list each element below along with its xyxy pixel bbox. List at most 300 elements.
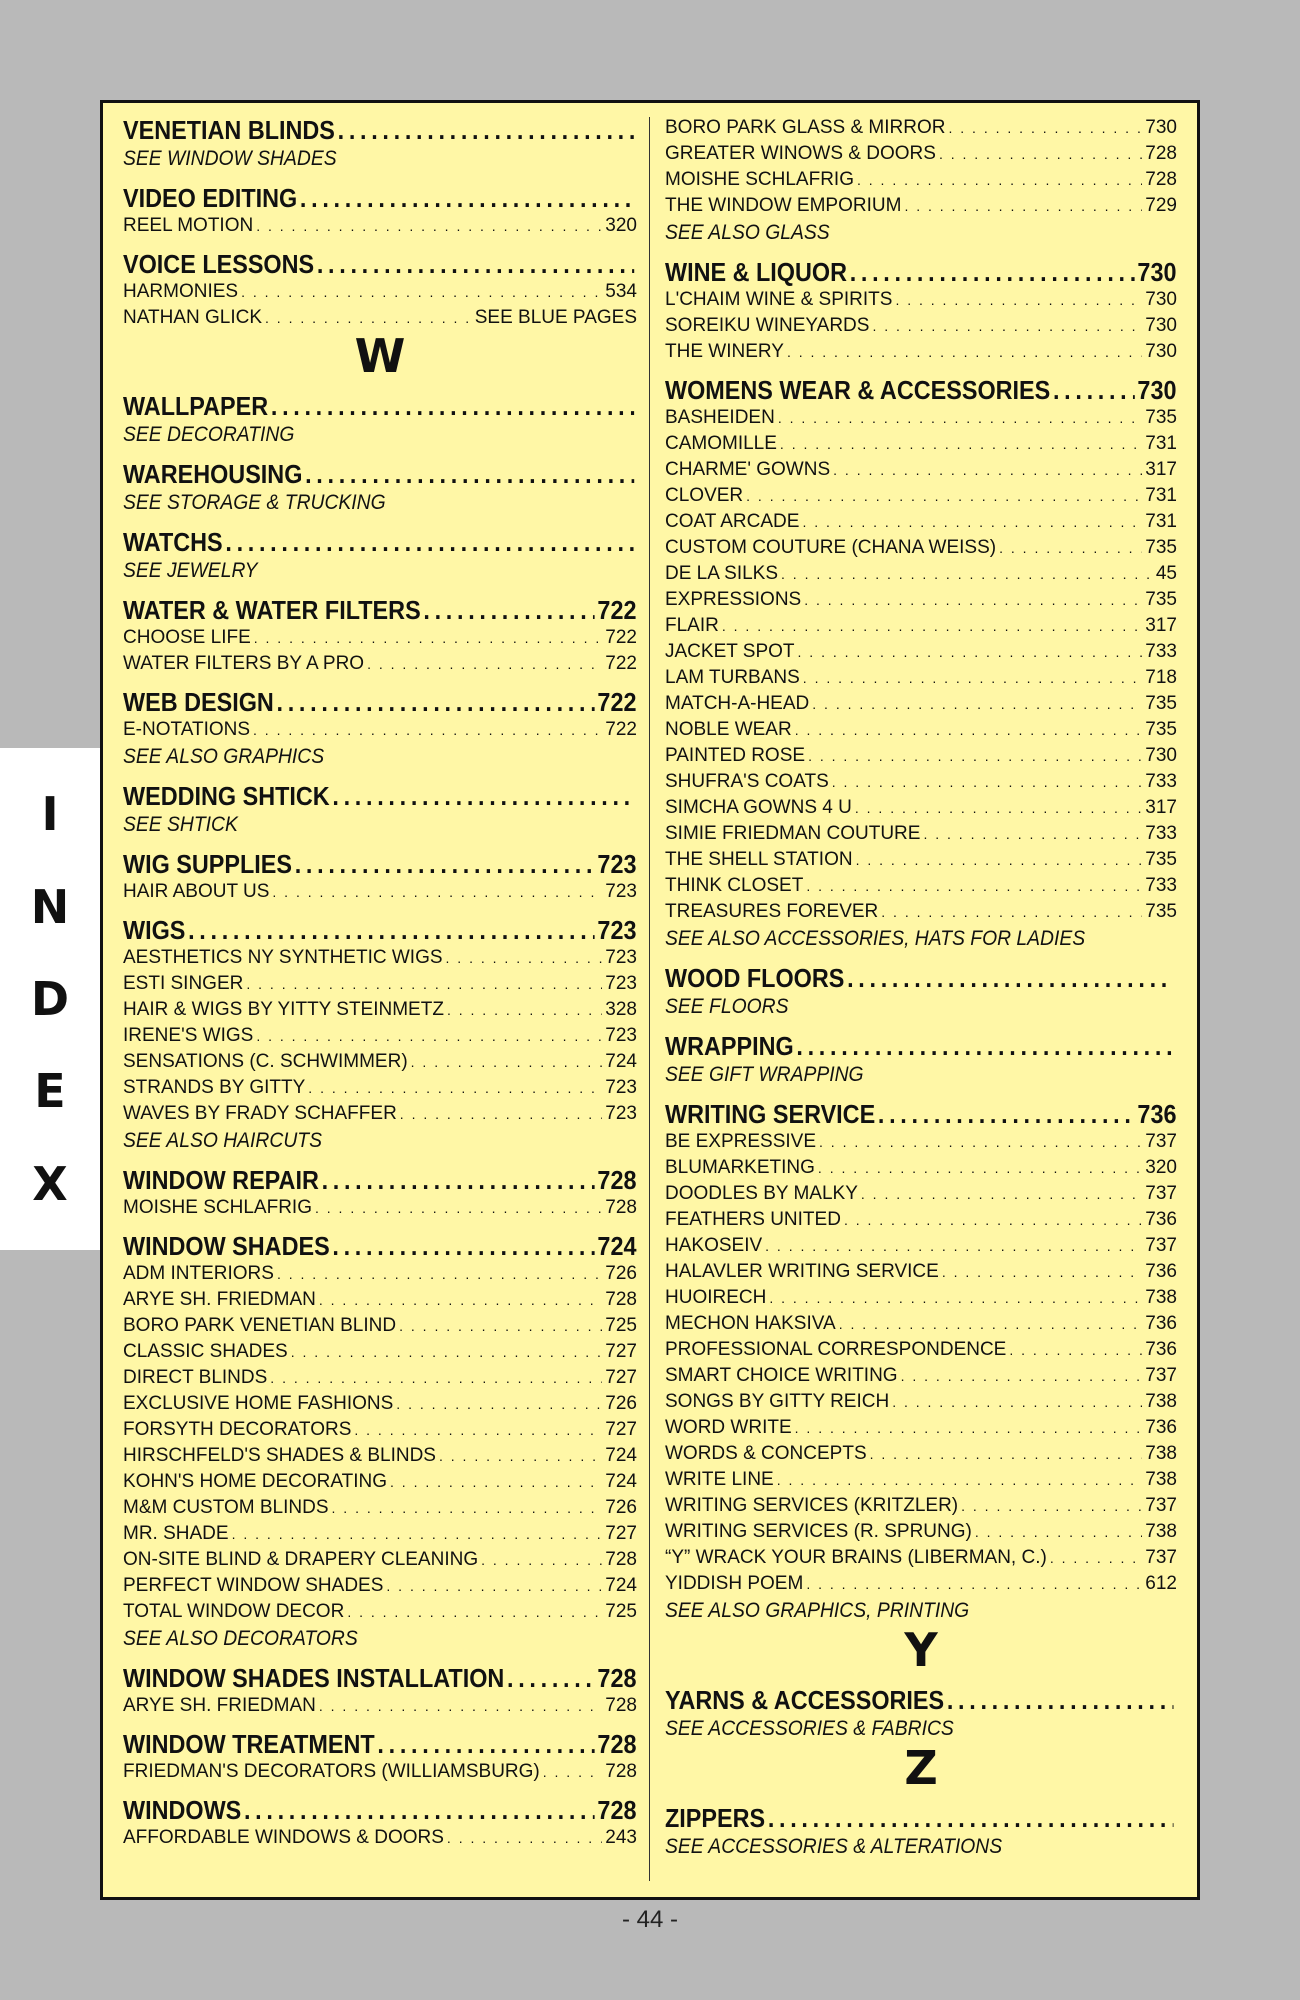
category-heading xyxy=(665,375,1176,405)
dot-leader xyxy=(802,509,1142,535)
listing-name: BORO PARK GLASS & MIRROR xyxy=(665,117,946,138)
listing-page: 723 xyxy=(605,1025,637,1046)
dot-leader xyxy=(377,1729,594,1759)
listing-name: TOTAL WINDOW DECOR xyxy=(123,1601,345,1622)
see-reference: SEE ALSO DECORATORS xyxy=(123,1627,358,1650)
dot-leader xyxy=(305,459,634,489)
listing-page: 727 xyxy=(605,1419,637,1440)
listing-row xyxy=(123,1023,637,1049)
dot-leader xyxy=(768,1803,1174,1833)
listing-row xyxy=(665,743,1177,769)
listing-row xyxy=(665,587,1177,613)
dot-leader xyxy=(892,1389,1142,1415)
dot-leader xyxy=(923,821,1142,847)
listing-name: AFFORDABLE WINDOWS & DOORS xyxy=(123,1827,444,1848)
listing-row xyxy=(123,1693,637,1719)
listing-page: 723 xyxy=(605,973,637,994)
listing-page: 723 xyxy=(605,1077,637,1098)
listing-page: 243 xyxy=(605,1827,637,1848)
right-column xyxy=(665,115,1177,1889)
see-reference: SEE JEWELRY xyxy=(123,559,258,582)
category-page: 723 xyxy=(597,849,637,879)
category-label: WALLPAPER xyxy=(123,391,269,421)
listing-name: GREATER WINOWS & DOORS xyxy=(665,143,936,164)
listing-page: 726 xyxy=(605,1263,637,1284)
dot-leader xyxy=(322,1165,595,1195)
category-label: WIG SUPPLIES xyxy=(123,849,293,879)
listing-row xyxy=(123,1049,637,1075)
dot-leader xyxy=(400,1101,603,1127)
listing-page: 722 xyxy=(605,719,637,740)
category-page: 722 xyxy=(597,687,637,717)
see-reference: SEE FLOORS xyxy=(665,995,789,1018)
listing-page: 731 xyxy=(1145,433,1177,454)
category-page: 728 xyxy=(597,1165,637,1195)
dot-leader xyxy=(315,1195,602,1221)
listing-name: ADM INTERIORS xyxy=(123,1263,274,1284)
listing-row xyxy=(123,1287,637,1313)
category-label: WATCHS xyxy=(123,527,223,557)
category-label: WINDOW SHADES xyxy=(123,1231,330,1261)
see-reference: SEE WINDOW SHADES xyxy=(123,147,337,170)
dot-leader xyxy=(850,257,1135,287)
category-page: 730 xyxy=(1137,375,1177,405)
listing-page: 728 xyxy=(605,1197,637,1218)
listing-page: 722 xyxy=(605,627,637,648)
listing-row xyxy=(665,717,1177,743)
category-label: WOMENS WEAR & ACCESSORIES xyxy=(665,375,1051,405)
dot-leader xyxy=(781,561,1153,587)
listing-row xyxy=(665,457,1177,483)
listing-name: WATER FILTERS BY A PRO xyxy=(123,653,365,674)
category-heading xyxy=(665,257,1176,287)
dot-leader xyxy=(543,1759,603,1785)
dot-leader xyxy=(1050,1545,1142,1571)
listing-page: 737 xyxy=(1145,1365,1177,1386)
dot-leader xyxy=(861,1181,1142,1207)
listing-name: PAINTED ROSE xyxy=(665,745,806,766)
listing-name: CLASSIC SHADES xyxy=(123,1341,288,1362)
listing-page: 727 xyxy=(605,1341,637,1362)
category-label: YARNS & ACCESSORIES xyxy=(665,1685,945,1715)
listing-name: ARYE SH. FRIEDMAN xyxy=(123,1289,316,1310)
listing-row xyxy=(123,997,637,1023)
listing-name: PERFECT WINDOW SHADES xyxy=(123,1575,384,1596)
dot-leader xyxy=(319,1693,602,1719)
listing-name: DOODLES BY MALKY xyxy=(665,1183,858,1204)
listing-row xyxy=(665,899,1177,925)
dot-leader xyxy=(481,1547,602,1573)
listing-name: BLUMARKETING xyxy=(665,1157,815,1178)
listing-name: BE EXPRESSIVE xyxy=(665,1131,817,1152)
listing-page: 724 xyxy=(605,1445,637,1466)
listing-row xyxy=(123,1391,637,1417)
listing-page: 725 xyxy=(605,1601,637,1622)
listing-page: 735 xyxy=(1145,849,1177,870)
listing-row xyxy=(123,1261,637,1287)
category-label: WATER & WATER FILTERS xyxy=(123,595,421,625)
index-tab-letter: E xyxy=(34,1064,66,1119)
listing-page: 727 xyxy=(605,1523,637,1544)
dot-leader xyxy=(277,1261,602,1287)
listing-page: 728 xyxy=(1145,143,1177,164)
listing-name: HIRSCHFELD'S SHADES & BLINDS xyxy=(123,1445,436,1466)
listing-row xyxy=(665,1181,1177,1207)
dot-leader xyxy=(399,1313,602,1339)
dot-leader xyxy=(847,963,1174,993)
listing-name: PROFESSIONAL CORRESPONDENCE xyxy=(665,1339,1007,1360)
listing-name: MOISHE SCHLAFRIG xyxy=(665,169,854,190)
listing-name: E-NOTATIONS xyxy=(123,719,251,740)
listing-page: 730 xyxy=(1145,315,1177,336)
dot-leader xyxy=(265,305,472,331)
category-heading xyxy=(665,963,1176,993)
listing-page: 738 xyxy=(1145,1443,1177,1464)
listing-page: 733 xyxy=(1145,823,1177,844)
listing-page: 731 xyxy=(1145,485,1177,506)
see-reference: SEE SHTICK xyxy=(123,813,238,836)
dot-leader xyxy=(765,1233,1142,1259)
listing-name: SOREIKU WINEYARDS xyxy=(665,315,870,336)
listing-row xyxy=(123,625,637,651)
listing-row xyxy=(123,213,637,239)
listing-row xyxy=(665,483,1177,509)
listing-name: THE SHELL STATION xyxy=(665,849,853,870)
listing-name: THE WINERY xyxy=(665,341,784,362)
listing-name: SIMCHA GOWNS 4 U xyxy=(665,797,852,818)
listing-name: CUSTOM COUTURE (CHANA WEISS) xyxy=(665,537,997,558)
category-heading xyxy=(123,459,636,489)
dot-leader xyxy=(232,1521,603,1547)
listing-row xyxy=(123,1469,637,1495)
category-heading xyxy=(665,1803,1176,1833)
category-page: 728 xyxy=(597,1663,637,1693)
dot-leader xyxy=(256,1023,602,1049)
listing-page: 736 xyxy=(1145,1209,1177,1230)
see-reference: SEE DECORATING xyxy=(123,423,295,446)
listing-name: SHUFRA'S COATS xyxy=(665,771,829,792)
index-tab-letter: I xyxy=(41,787,59,842)
listing-name: BASHEIDEN xyxy=(665,407,775,428)
listing-name: COAT ARCADE xyxy=(665,511,800,532)
listing-row xyxy=(123,1195,637,1221)
listing-row xyxy=(123,1547,637,1573)
listing-page: 730 xyxy=(1145,117,1177,138)
listing-name: HUOIRECH xyxy=(665,1287,767,1308)
dot-leader xyxy=(798,639,1143,665)
category-label: WINDOW REPAIR xyxy=(123,1165,319,1195)
listing-row xyxy=(665,535,1177,561)
listing-row xyxy=(123,1443,637,1469)
listing-name: FLAIR xyxy=(665,615,719,636)
listing-row xyxy=(123,1313,637,1339)
dot-leader xyxy=(939,141,1142,167)
dot-leader xyxy=(270,1365,602,1391)
listing-row xyxy=(123,879,637,905)
dot-leader xyxy=(277,687,595,717)
category-page: 728 xyxy=(597,1729,637,1759)
category-page: 728 xyxy=(597,1795,637,1825)
listing-row xyxy=(665,1285,1177,1311)
dot-leader xyxy=(447,997,602,1023)
category-heading xyxy=(123,527,636,557)
listing-name: AESTHETICS NY SYNTHETIC WIGS xyxy=(123,947,443,968)
listing-name: THINK CLOSET xyxy=(665,875,804,896)
listing-row xyxy=(665,1259,1177,1285)
see-reference: SEE GIFT WRAPPING xyxy=(665,1063,864,1086)
listing-name: SIMIE FRIEDMAN COUTURE xyxy=(665,823,921,844)
listing-page: 724 xyxy=(605,1575,637,1596)
listing-row xyxy=(665,287,1177,313)
listing-name: DIRECT BLINDS xyxy=(123,1367,268,1388)
category-heading xyxy=(123,781,636,811)
category-heading xyxy=(123,1165,636,1195)
listing-row xyxy=(123,1339,637,1365)
dot-leader xyxy=(332,1495,603,1521)
listing-page: 718 xyxy=(1145,667,1177,688)
listing-name: DE LA SILKS xyxy=(665,563,779,584)
category-heading xyxy=(123,1663,636,1693)
listing-name: JACKET SPOT xyxy=(665,641,795,662)
listing-name: SENSATIONS (C. SCHWIMMER) xyxy=(123,1051,408,1072)
dot-leader xyxy=(999,535,1142,561)
listing-row xyxy=(665,769,1177,795)
dot-leader xyxy=(446,945,603,971)
dot-leader xyxy=(354,1417,602,1443)
listing-page: 726 xyxy=(605,1497,637,1518)
listing-name: M&M CUSTOM BLINDS xyxy=(123,1497,329,1518)
category-heading xyxy=(665,1031,1176,1061)
category-label: WEB DESIGN xyxy=(123,687,274,717)
dot-leader xyxy=(390,1469,602,1495)
listing-row xyxy=(123,945,637,971)
listing-row xyxy=(665,795,1177,821)
index-tab-letter: N xyxy=(30,879,70,934)
listing-page: 723 xyxy=(605,1103,637,1124)
listing-row xyxy=(665,1519,1177,1545)
see-reference: SEE ALSO GRAPHICS xyxy=(123,745,325,768)
listing-row xyxy=(123,651,637,677)
listing-name: MATCH-A-HEAD xyxy=(665,693,810,714)
listing-name: HARMONIES xyxy=(123,281,239,302)
listing-page: 320 xyxy=(1145,1157,1177,1178)
listing-page: 534 xyxy=(605,281,637,302)
dot-leader xyxy=(253,717,602,743)
listing-page: 320 xyxy=(605,215,637,236)
category-heading xyxy=(123,115,636,145)
see-reference: SEE ACCESSORIES & FABRICS xyxy=(665,1717,954,1740)
dot-leader xyxy=(244,1795,595,1825)
listing-row xyxy=(665,1415,1177,1441)
listing-page: 735 xyxy=(1145,537,1177,558)
listing-row xyxy=(665,847,1177,873)
dot-leader xyxy=(1053,375,1135,405)
dot-leader xyxy=(1009,1337,1142,1363)
dot-leader xyxy=(300,183,634,213)
listing-row xyxy=(665,821,1177,847)
listing-page: 730 xyxy=(1145,341,1177,362)
listing-name: L'CHAIM WINE & SPIRITS xyxy=(665,289,893,310)
listing-name: CAMOMILLE xyxy=(665,433,777,454)
section-letter: Y xyxy=(904,1623,938,1677)
listing-name: NATHAN GLICK xyxy=(123,307,263,328)
dot-leader xyxy=(367,651,602,677)
index-page xyxy=(100,100,1200,1900)
listing-row xyxy=(665,1363,1177,1389)
category-page: 722 xyxy=(597,595,637,625)
dot-leader xyxy=(796,1031,1173,1061)
listing-page: 737 xyxy=(1145,1183,1177,1204)
dot-leader xyxy=(947,1685,1174,1715)
listing-page: 728 xyxy=(605,1549,637,1570)
listing-page: 738 xyxy=(1145,1287,1177,1308)
see-reference: SEE ACCESSORIES & ALTERATIONS xyxy=(665,1835,1003,1858)
listing-page: 730 xyxy=(1145,745,1177,766)
listing-page: 737 xyxy=(1145,1495,1177,1516)
category-label: WINDOW SHADES INSTALLATION xyxy=(123,1663,505,1693)
category-heading xyxy=(123,1729,636,1759)
see-reference: SEE STORAGE & TRUCKING xyxy=(123,491,386,514)
listing-row xyxy=(123,971,637,997)
listing-row xyxy=(665,313,1177,339)
category-heading xyxy=(123,687,636,717)
listing-name: MOISHE SCHLAFRIG xyxy=(123,1197,312,1218)
dot-leader xyxy=(423,595,594,625)
dot-leader xyxy=(272,879,602,905)
listing-page: 722 xyxy=(605,653,637,674)
listing-name: IRENE'S WIGS xyxy=(123,1025,254,1046)
category-label: VENETIAN BLINDS xyxy=(123,115,335,145)
category-label: WOOD FLOORS xyxy=(665,963,845,993)
listing-name: YIDDISH POEM xyxy=(665,1573,804,1594)
listing-page: 735 xyxy=(1145,719,1177,740)
listing-row xyxy=(665,405,1177,431)
dot-leader xyxy=(295,849,595,879)
listing-name: EXCLUSIVE HOME FASHIONS xyxy=(123,1393,394,1414)
listing-page: 727 xyxy=(605,1367,637,1388)
listing-page: 735 xyxy=(1145,407,1177,428)
dot-leader xyxy=(948,115,1142,141)
left-column xyxy=(123,115,637,1889)
listing-row xyxy=(665,1155,1177,1181)
listing-row xyxy=(665,141,1177,167)
listing-name: BORO PARK VENETIAN BLIND xyxy=(123,1315,397,1336)
listing-page: 724 xyxy=(605,1051,637,1072)
dot-leader xyxy=(804,587,1142,613)
listing-page: 45 xyxy=(1155,563,1177,584)
category-label: WINE & LIQUOR xyxy=(665,257,847,287)
listing-page: 317 xyxy=(1145,797,1177,818)
category-heading xyxy=(665,1099,1176,1129)
listing-page: 736 xyxy=(1145,1417,1177,1438)
dot-leader xyxy=(839,1311,1143,1337)
listing-row xyxy=(665,1337,1177,1363)
listing-row xyxy=(665,1207,1177,1233)
listing-page: 724 xyxy=(605,1471,637,1492)
dot-leader xyxy=(857,167,1142,193)
dot-leader xyxy=(769,1285,1142,1311)
listing-name: WORDS & CONCEPTS xyxy=(665,1443,867,1464)
listing-page: 317 xyxy=(1145,615,1177,636)
listing-name: WRITING SERVICES (KRITZLER) xyxy=(665,1495,959,1516)
dot-leader xyxy=(241,279,602,305)
listing-name: ON-SITE BLIND & DRAPERY CLEANING xyxy=(123,1549,479,1570)
dot-leader xyxy=(225,527,633,557)
category-label: WRITING SERVICE xyxy=(665,1099,876,1129)
dot-leader xyxy=(787,339,1142,365)
category-label: VOICE LESSONS xyxy=(123,249,315,279)
dot-leader xyxy=(895,287,1142,313)
dot-leader xyxy=(778,405,1142,431)
listing-row xyxy=(665,561,1177,587)
dot-leader xyxy=(870,1441,1143,1467)
listing-page: 736 xyxy=(1145,1339,1177,1360)
dot-leader xyxy=(332,1231,594,1261)
listing-page: 612 xyxy=(1145,1573,1177,1594)
listing-page: 738 xyxy=(1145,1521,1177,1542)
listing-name: SMART CHOICE WRITING xyxy=(665,1365,898,1386)
dot-leader xyxy=(856,847,1143,873)
dot-leader xyxy=(844,1207,1142,1233)
listing-name: NOBLE WEAR xyxy=(665,719,792,740)
dot-leader xyxy=(832,769,1143,795)
category-page: 730 xyxy=(1137,257,1177,287)
dot-leader xyxy=(803,665,1143,691)
see-reference: SEE ALSO GLASS xyxy=(665,221,830,244)
listing-name: REEL MOTION xyxy=(123,215,254,236)
listing-row xyxy=(665,1441,1177,1467)
listing-page: 735 xyxy=(1145,901,1177,922)
dot-leader xyxy=(833,457,1142,483)
listing-row xyxy=(665,509,1177,535)
dot-leader xyxy=(271,391,634,421)
category-heading xyxy=(123,1231,636,1261)
listing-page: 725 xyxy=(605,1315,637,1336)
listing-name: HALAVLER WRITING SERVICE xyxy=(665,1261,939,1282)
dot-leader xyxy=(308,1075,602,1101)
dot-leader xyxy=(439,1443,602,1469)
category-label: WAREHOUSING xyxy=(123,459,303,489)
listing-name: STRANDS BY GITTY xyxy=(123,1077,306,1098)
dot-leader xyxy=(256,213,602,239)
listing-row xyxy=(665,1467,1177,1493)
listing-name: FEATHERS UNITED xyxy=(665,1209,841,1230)
listing-page: 733 xyxy=(1145,875,1177,896)
dot-leader xyxy=(878,1099,1135,1129)
dot-leader xyxy=(338,115,634,145)
dot-leader xyxy=(411,1049,603,1075)
listing-page: 728 xyxy=(605,1289,637,1310)
index-tab-letter: D xyxy=(30,971,70,1026)
listing-page: 738 xyxy=(1145,1391,1177,1412)
page-number: - 44 - xyxy=(621,1906,678,1933)
listing-row xyxy=(123,305,637,331)
listing-name: CLOVER xyxy=(665,485,744,506)
category-label: VIDEO EDITING xyxy=(123,183,298,213)
listing-row xyxy=(665,691,1177,717)
listing-name: CHOOSE LIFE xyxy=(123,627,251,648)
index-side-tab xyxy=(0,748,100,1250)
listing-page: 723 xyxy=(605,947,637,968)
listing-page: 737 xyxy=(1145,1547,1177,1568)
listing-name: HAIR ABOUT US xyxy=(123,881,270,902)
listing-row xyxy=(665,167,1177,193)
listing-page: 738 xyxy=(1145,1469,1177,1490)
listing-name: CHARME' GOWNS xyxy=(665,459,831,480)
listing-page: 736 xyxy=(1145,1261,1177,1282)
section-letter: W xyxy=(354,329,406,383)
category-heading xyxy=(665,1685,1176,1715)
